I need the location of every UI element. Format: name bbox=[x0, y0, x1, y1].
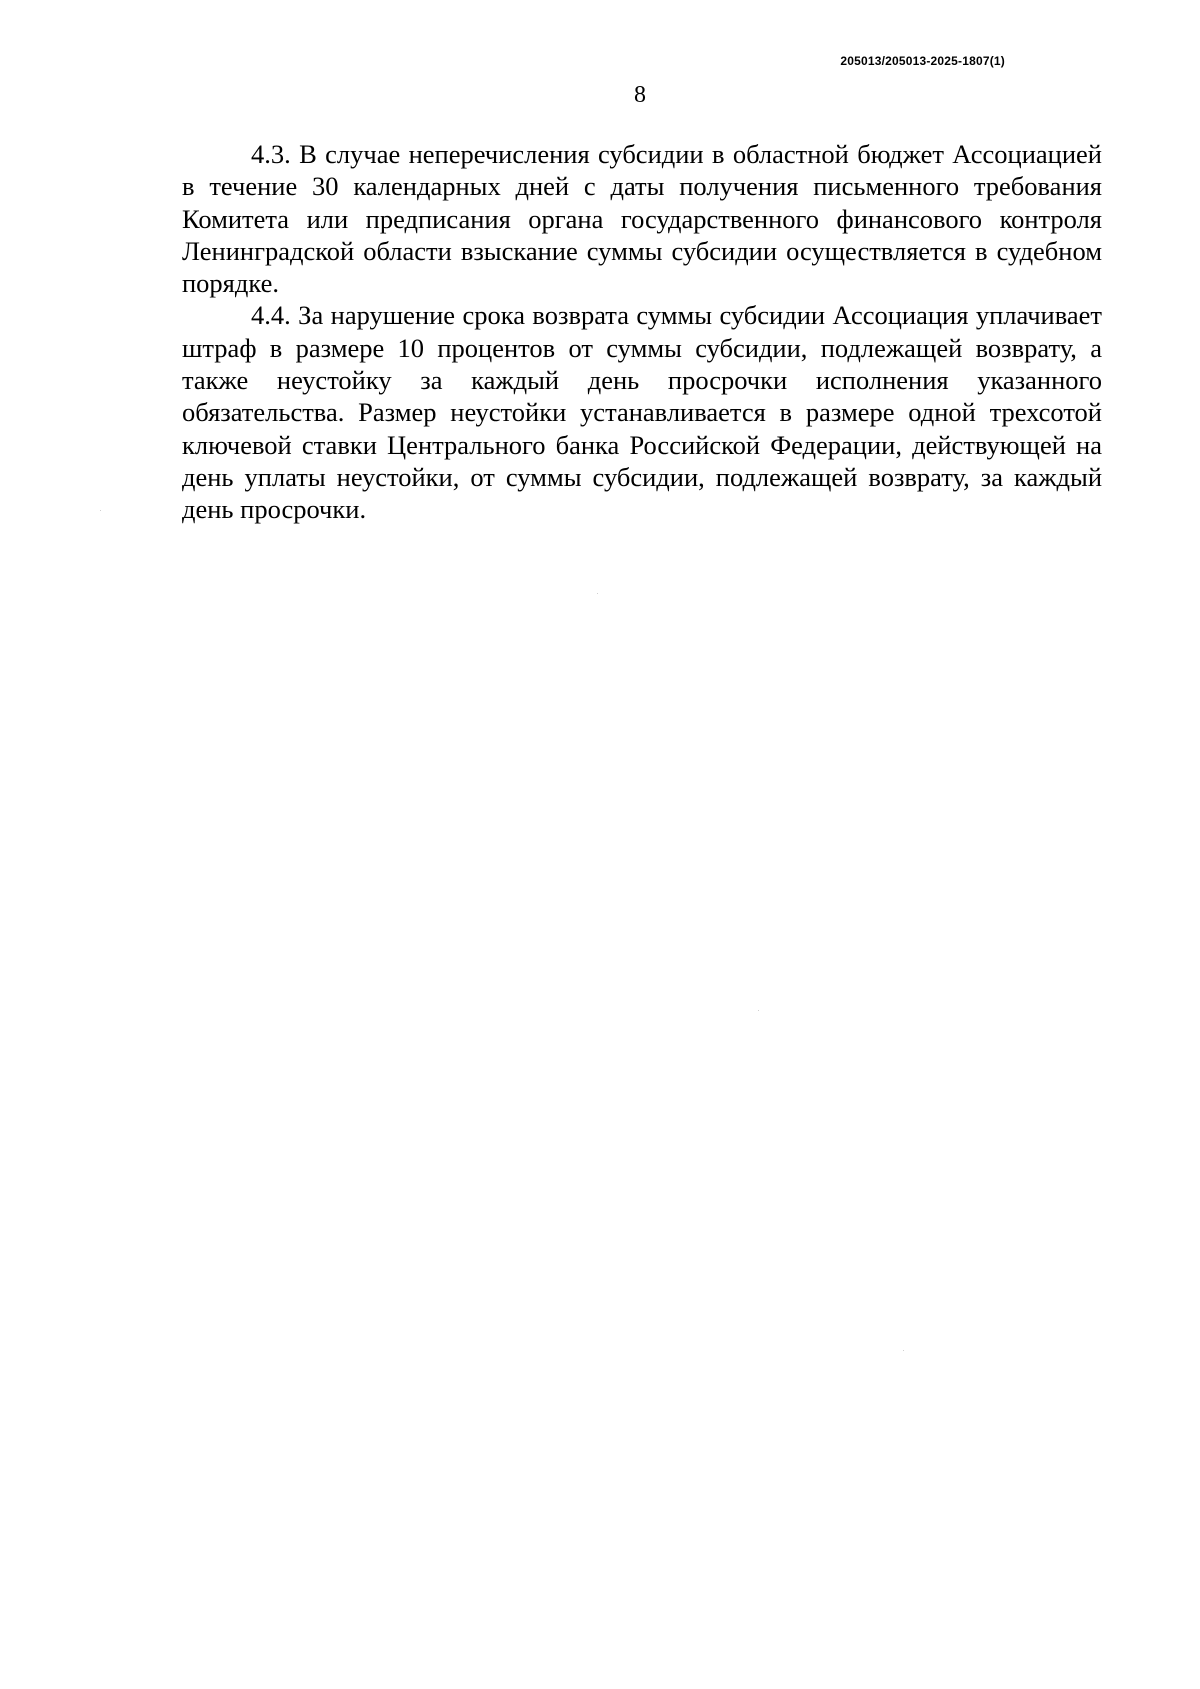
paragraph-text: За нарушение срока возврата суммы субсидии Ассоциация уплачивает штраф в размере 10 процентов от суммы субсидии, подлежащей возврату, а также неустойку за каждый день просрочки исполнения указанного обязательства. Размер неустойки устанавливается в размере одной трехсотой ключевой ставки Центрального банка Российской Федерации, действующей на день уплаты неустойки, от суммы субсидии, подлежащей возврату, за каждый день просрочки. bbox=[182, 300, 1102, 525]
document-body bbox=[182, 138, 1102, 526]
paragraph-4-4 bbox=[182, 299, 1102, 525]
document-id: 205013/205013-2025-1807(1) bbox=[840, 54, 1005, 68]
scan-speck bbox=[758, 1010, 759, 1011]
scan-speck bbox=[597, 593, 598, 594]
paragraph-number: 4.4. bbox=[251, 300, 291, 331]
scan-speck bbox=[903, 1350, 904, 1351]
page-number: 8 bbox=[634, 82, 646, 108]
paragraph-text: В случае неперечисления субсидии в областной бюджет Ассоциацией в течение 30 календарных дней с даты получения письменного требования Комитета или предписания органа государственного финансового контроля Ленинградской области взыскание суммы субсидии осуществляется в судебном порядке. bbox=[182, 139, 1102, 299]
scan-speck bbox=[100, 510, 101, 511]
paragraph-number: 4.3. bbox=[251, 139, 291, 169]
paragraph-4-3 bbox=[182, 138, 1102, 299]
